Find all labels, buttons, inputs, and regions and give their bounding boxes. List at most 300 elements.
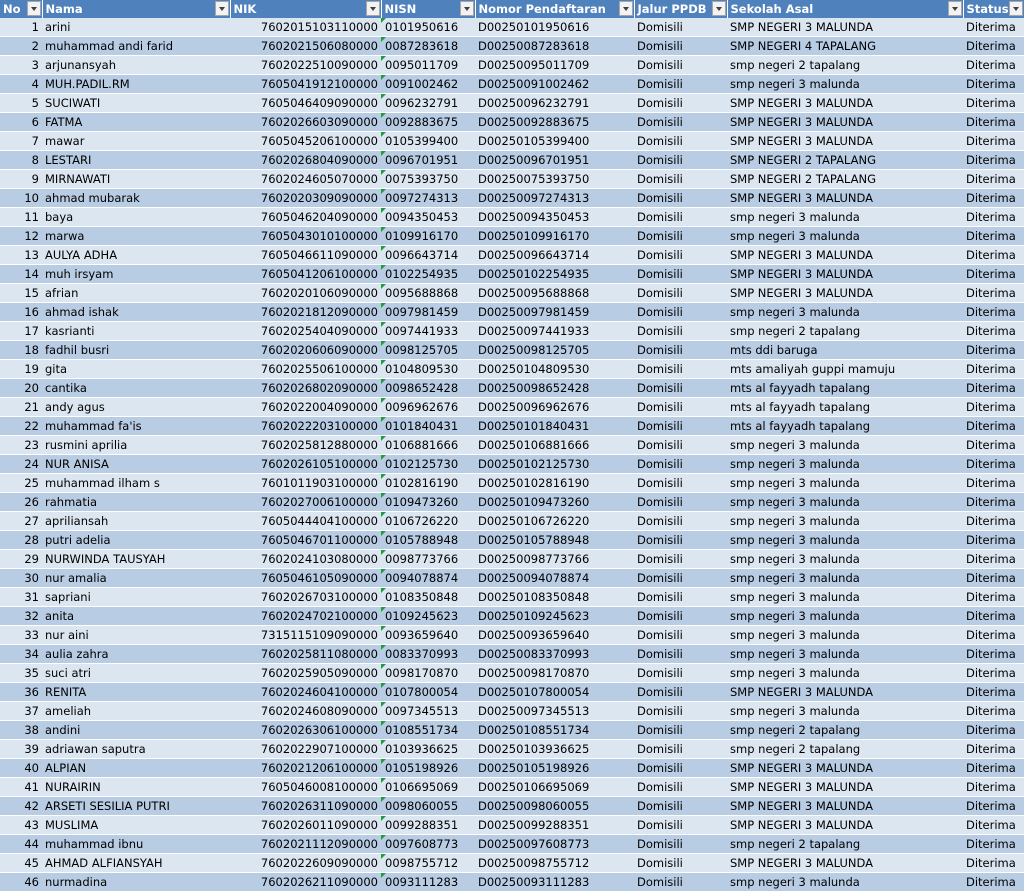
cell-nomor-pendaftaran[interactable]: D00250094350453 — [475, 208, 634, 227]
table-row[interactable] — [0, 170, 1024, 189]
cell-nomor-pendaftaran[interactable]: D00250108350848 — [475, 588, 634, 607]
cell-jalur-ppdb[interactable]: Domisili — [634, 626, 727, 645]
cell-jalur-ppdb[interactable]: Domisili — [634, 702, 727, 721]
filter-dropdown-icon[interactable] — [460, 1, 474, 16]
cell-status[interactable]: Diterima — [963, 398, 1024, 417]
cell-jalur-ppdb[interactable]: Domisili — [634, 835, 727, 854]
cell-nisn[interactable]: 0098652428 — [381, 379, 475, 398]
cell-nisn[interactable]: 0108350848 — [381, 588, 475, 607]
cell-jalur-ppdb[interactable]: Domisili — [634, 664, 727, 683]
table-row[interactable] — [0, 265, 1024, 284]
cell-nisn[interactable]: 0097608773 — [381, 835, 475, 854]
cell-nomor-pendaftaran[interactable]: D00250098125705 — [475, 341, 634, 360]
cell-sekolah-asal[interactable]: SMP NEGERI 2 TAPALANG — [727, 170, 963, 189]
cell-nama[interactable]: muh irsyam — [42, 265, 230, 284]
cell-nisn[interactable]: 0094350453 — [381, 208, 475, 227]
cell-status[interactable]: Diterima — [963, 37, 1024, 56]
cell-nik[interactable]: 7605046701100000 — [230, 531, 381, 550]
cell-jalur-ppdb[interactable]: Domisili — [634, 37, 727, 56]
cell-no[interactable]: 7 — [0, 132, 42, 151]
cell-nama[interactable]: LESTARI — [42, 151, 230, 170]
cell-sekolah-asal[interactable]: smp negeri 3 malunda — [727, 702, 963, 721]
cell-nisn[interactable]: 0102816190 — [381, 474, 475, 493]
cell-nomor-pendaftaran[interactable]: D00250103936625 — [475, 740, 634, 759]
cell-nik[interactable]: 7602021112090000 — [230, 835, 381, 854]
cell-jalur-ppdb[interactable]: Domisili — [634, 227, 727, 246]
cell-jalur-ppdb[interactable]: Domisili — [634, 379, 727, 398]
cell-nomor-pendaftaran[interactable]: D00250093111283 — [475, 873, 634, 892]
cell-sekolah-asal[interactable]: SMP NEGERI 2 TAPALANG — [727, 151, 963, 170]
cell-nama[interactable]: arjunansyah — [42, 56, 230, 75]
cell-nisn[interactable]: 0097274313 — [381, 189, 475, 208]
cell-sekolah-asal[interactable]: smp negeri 3 malunda — [727, 607, 963, 626]
table-row[interactable] — [0, 189, 1024, 208]
cell-nomor-pendaftaran[interactable]: D00250097981459 — [475, 303, 634, 322]
cell-nama[interactable]: aulia zahra — [42, 645, 230, 664]
table-row[interactable] — [0, 835, 1024, 854]
cell-jalur-ppdb[interactable]: Domisili — [634, 189, 727, 208]
cell-jalur-ppdb[interactable]: Domisili — [634, 322, 727, 341]
cell-status[interactable]: Diterima — [963, 246, 1024, 265]
cell-sekolah-asal[interactable]: smp negeri 2 tapalang — [727, 56, 963, 75]
cell-nama[interactable]: nurmadina — [42, 873, 230, 892]
cell-sekolah-asal[interactable]: SMP NEGERI 3 MALUNDA — [727, 816, 963, 835]
cell-no[interactable]: 45 — [0, 854, 42, 873]
cell-no[interactable]: 31 — [0, 588, 42, 607]
cell-nisn[interactable]: 0096962676 — [381, 398, 475, 417]
cell-nisn[interactable]: 0105198926 — [381, 759, 475, 778]
cell-jalur-ppdb[interactable]: Domisili — [634, 645, 727, 664]
cell-nisn[interactable]: 0094078874 — [381, 569, 475, 588]
cell-nisn[interactable]: 0101840431 — [381, 417, 475, 436]
table-row[interactable] — [0, 284, 1024, 303]
cell-nama[interactable]: muhammad fa'is — [42, 417, 230, 436]
cell-nama[interactable]: nur amalia — [42, 569, 230, 588]
cell-nama[interactable]: muhammad ibnu — [42, 835, 230, 854]
cell-nama[interactable]: baya — [42, 208, 230, 227]
cell-nik[interactable]: 7602025404090000 — [230, 322, 381, 341]
cell-no[interactable]: 34 — [0, 645, 42, 664]
cell-sekolah-asal[interactable]: smp negeri 3 malunda — [727, 436, 963, 455]
cell-jalur-ppdb[interactable]: Domisili — [634, 854, 727, 873]
cell-nik[interactable]: 7605044404100000 — [230, 512, 381, 531]
cell-nisn[interactable]: 0101950616 — [381, 18, 475, 37]
cell-status[interactable]: Diterima — [963, 94, 1024, 113]
cell-status[interactable]: Diterima — [963, 626, 1024, 645]
cell-nama[interactable]: NURAIRIN — [42, 778, 230, 797]
column-header-nomor-pendaftaran[interactable] — [475, 0, 634, 18]
cell-no[interactable]: 16 — [0, 303, 42, 322]
cell-no[interactable]: 37 — [0, 702, 42, 721]
cell-jalur-ppdb[interactable]: Domisili — [634, 208, 727, 227]
cell-nik[interactable]: 7605046105090000 — [230, 569, 381, 588]
cell-status[interactable]: Diterima — [963, 303, 1024, 322]
cell-nama[interactable]: RENITA — [42, 683, 230, 702]
cell-sekolah-asal[interactable]: mts al fayyadh tapalang — [727, 417, 963, 436]
cell-nik[interactable]: 7605043010100000 — [230, 227, 381, 246]
cell-nama[interactable]: ARSETI SESILIA PUTRI — [42, 797, 230, 816]
table-row[interactable] — [0, 664, 1024, 683]
cell-status[interactable]: Diterima — [963, 569, 1024, 588]
cell-sekolah-asal[interactable]: SMP NEGERI 3 MALUNDA — [727, 132, 963, 151]
table-row[interactable] — [0, 778, 1024, 797]
column-header-no[interactable] — [0, 0, 42, 18]
cell-nomor-pendaftaran[interactable]: D00250096643714 — [475, 246, 634, 265]
cell-nik[interactable]: 7605046204090000 — [230, 208, 381, 227]
cell-nama[interactable]: NUR ANISA — [42, 455, 230, 474]
cell-nama[interactable]: kasrianti — [42, 322, 230, 341]
cell-status[interactable]: Diterima — [963, 493, 1024, 512]
cell-nama[interactable]: mawar — [42, 132, 230, 151]
table-row[interactable] — [0, 702, 1024, 721]
cell-jalur-ppdb[interactable]: Domisili — [634, 170, 727, 189]
cell-nik[interactable]: 7605041206100000 — [230, 265, 381, 284]
cell-status[interactable]: Diterima — [963, 227, 1024, 246]
cell-nik[interactable]: 7602026105100000 — [230, 455, 381, 474]
cell-nik[interactable]: 7602026311090000 — [230, 797, 381, 816]
cell-sekolah-asal[interactable]: smp negeri 3 malunda — [727, 873, 963, 892]
column-header-nama[interactable] — [42, 0, 230, 18]
cell-nomor-pendaftaran[interactable]: D00250091002462 — [475, 75, 634, 94]
cell-nomor-pendaftaran[interactable]: D00250108551734 — [475, 721, 634, 740]
cell-nama[interactable]: andini — [42, 721, 230, 740]
cell-status[interactable]: Diterima — [963, 759, 1024, 778]
cell-sekolah-asal[interactable]: SMP NEGERI 3 MALUNDA — [727, 246, 963, 265]
table-row[interactable] — [0, 740, 1024, 759]
cell-jalur-ppdb[interactable]: Domisili — [634, 113, 727, 132]
cell-status[interactable]: Diterima — [963, 360, 1024, 379]
cell-nisn[interactable]: 0109245623 — [381, 607, 475, 626]
cell-jalur-ppdb[interactable]: Domisili — [634, 455, 727, 474]
cell-nik[interactable]: 7602024103080000 — [230, 550, 381, 569]
cell-jalur-ppdb[interactable]: Domisili — [634, 493, 727, 512]
cell-sekolah-asal[interactable]: smp negeri 3 malunda — [727, 550, 963, 569]
table-row[interactable] — [0, 645, 1024, 664]
cell-sekolah-asal[interactable]: SMP NEGERI 3 MALUNDA — [727, 854, 963, 873]
cell-jalur-ppdb[interactable]: Domisili — [634, 740, 727, 759]
cell-nomor-pendaftaran[interactable]: D00250093659640 — [475, 626, 634, 645]
cell-sekolah-asal[interactable]: SMP NEGERI 3 MALUNDA — [727, 189, 963, 208]
cell-nama[interactable]: anita — [42, 607, 230, 626]
cell-nisn[interactable]: 0105399400 — [381, 132, 475, 151]
cell-nisn[interactable]: 0096232791 — [381, 94, 475, 113]
cell-nisn[interactable]: 0091002462 — [381, 75, 475, 94]
cell-nisn[interactable]: 0097345513 — [381, 702, 475, 721]
cell-sekolah-asal[interactable]: SMP NEGERI 3 MALUNDA — [727, 113, 963, 132]
cell-nomor-pendaftaran[interactable]: D00250096701951 — [475, 151, 634, 170]
cell-status[interactable]: Diterima — [963, 284, 1024, 303]
cell-nik[interactable]: 7601011903100000 — [230, 474, 381, 493]
cell-nama[interactable]: AHMAD ALFIANSYAH — [42, 854, 230, 873]
cell-nama[interactable]: rahmatia — [42, 493, 230, 512]
table-row[interactable] — [0, 569, 1024, 588]
cell-no[interactable]: 28 — [0, 531, 42, 550]
cell-sekolah-asal[interactable]: smp negeri 3 malunda — [727, 227, 963, 246]
cell-status[interactable]: Diterima — [963, 550, 1024, 569]
cell-no[interactable]: 9 — [0, 170, 42, 189]
cell-status[interactable]: Diterima — [963, 151, 1024, 170]
cell-nomor-pendaftaran[interactable]: D00250101950616 — [475, 18, 634, 37]
cell-nama[interactable]: arini — [42, 18, 230, 37]
cell-sekolah-asal[interactable]: smp negeri 3 malunda — [727, 474, 963, 493]
cell-no[interactable]: 32 — [0, 607, 42, 626]
table-row[interactable] — [0, 246, 1024, 265]
cell-status[interactable]: Diterima — [963, 265, 1024, 284]
cell-sekolah-asal[interactable]: smp negeri 2 tapalang — [727, 322, 963, 341]
cell-no[interactable]: 30 — [0, 569, 42, 588]
cell-nik[interactable]: 7602026306100000 — [230, 721, 381, 740]
cell-jalur-ppdb[interactable]: Domisili — [634, 246, 727, 265]
table-row[interactable] — [0, 873, 1024, 892]
cell-no[interactable]: 1 — [0, 18, 42, 37]
table-row[interactable] — [0, 854, 1024, 873]
cell-nomor-pendaftaran[interactable]: D00250109473260 — [475, 493, 634, 512]
cell-nomor-pendaftaran[interactable]: D00250097274313 — [475, 189, 634, 208]
cell-status[interactable]: Diterima — [963, 531, 1024, 550]
cell-jalur-ppdb[interactable]: Domisili — [634, 778, 727, 797]
table-row[interactable] — [0, 683, 1024, 702]
cell-status[interactable]: Diterima — [963, 645, 1024, 664]
cell-no[interactable]: 40 — [0, 759, 42, 778]
filter-dropdown-icon[interactable] — [712, 1, 726, 16]
cell-no[interactable]: 11 — [0, 208, 42, 227]
cell-jalur-ppdb[interactable]: Domisili — [634, 18, 727, 37]
cell-nisn[interactable]: 0098170870 — [381, 664, 475, 683]
table-row[interactable] — [0, 303, 1024, 322]
table-row[interactable] — [0, 37, 1024, 56]
cell-nomor-pendaftaran[interactable]: D00250107800054 — [475, 683, 634, 702]
cell-no[interactable]: 21 — [0, 398, 42, 417]
cell-nik[interactable]: 7602024605070000 — [230, 170, 381, 189]
cell-status[interactable]: Diterima — [963, 683, 1024, 702]
table-row[interactable] — [0, 759, 1024, 778]
cell-no[interactable]: 29 — [0, 550, 42, 569]
cell-nomor-pendaftaran[interactable]: D00250105788948 — [475, 531, 634, 550]
cell-nik[interactable]: 7602021506080000 — [230, 37, 381, 56]
cell-nik[interactable]: 7602026211090000 — [230, 873, 381, 892]
cell-nama[interactable]: AULYA ADHA — [42, 246, 230, 265]
cell-nama[interactable]: ahmad ishak — [42, 303, 230, 322]
cell-nama[interactable]: MUSLIMA — [42, 816, 230, 835]
cell-no[interactable]: 6 — [0, 113, 42, 132]
cell-status[interactable]: Diterima — [963, 132, 1024, 151]
cell-nama[interactable]: marwa — [42, 227, 230, 246]
cell-nik[interactable]: 7602027006100000 — [230, 493, 381, 512]
table-row[interactable] — [0, 75, 1024, 94]
cell-no[interactable]: 15 — [0, 284, 42, 303]
cell-nik[interactable]: 7602026802090000 — [230, 379, 381, 398]
cell-jalur-ppdb[interactable]: Domisili — [634, 132, 727, 151]
cell-nik[interactable]: 7605046409090000 — [230, 94, 381, 113]
table-row[interactable] — [0, 227, 1024, 246]
cell-status[interactable]: Diterima — [963, 702, 1024, 721]
cell-no[interactable]: 42 — [0, 797, 42, 816]
cell-nisn[interactable]: 0099288351 — [381, 816, 475, 835]
cell-nomor-pendaftaran[interactable]: D00250109245623 — [475, 607, 634, 626]
cell-nisn[interactable]: 0083370993 — [381, 645, 475, 664]
column-header-nik[interactable] — [230, 0, 381, 18]
cell-status[interactable]: Diterima — [963, 75, 1024, 94]
cell-no[interactable]: 17 — [0, 322, 42, 341]
column-header-sekolah-asal[interactable] — [727, 0, 963, 18]
cell-nisn[interactable]: 0103936625 — [381, 740, 475, 759]
cell-jalur-ppdb[interactable]: Domisili — [634, 816, 727, 835]
cell-nik[interactable]: 7602026804090000 — [230, 151, 381, 170]
cell-no[interactable]: 44 — [0, 835, 42, 854]
cell-nama[interactable]: cantika — [42, 379, 230, 398]
cell-nisn[interactable]: 0097981459 — [381, 303, 475, 322]
cell-jalur-ppdb[interactable]: Domisili — [634, 873, 727, 892]
table-row[interactable] — [0, 588, 1024, 607]
cell-sekolah-asal[interactable]: smp negeri 2 tapalang — [727, 721, 963, 740]
table-row[interactable] — [0, 94, 1024, 113]
cell-nama[interactable]: afrian — [42, 284, 230, 303]
cell-nik[interactable]: 7602024702100000 — [230, 607, 381, 626]
cell-no[interactable]: 2 — [0, 37, 42, 56]
cell-status[interactable]: Diterima — [963, 721, 1024, 740]
cell-nama[interactable]: SUCIWATI — [42, 94, 230, 113]
column-header-jalur-ppdb[interactable] — [634, 0, 727, 18]
cell-no[interactable]: 19 — [0, 360, 42, 379]
cell-status[interactable]: Diterima — [963, 436, 1024, 455]
cell-nisn[interactable]: 0075393750 — [381, 170, 475, 189]
cell-nisn[interactable]: 0102254935 — [381, 265, 475, 284]
cell-nomor-pendaftaran[interactable]: D00250099288351 — [475, 816, 634, 835]
table-row[interactable] — [0, 322, 1024, 341]
cell-nama[interactable]: putri adelia — [42, 531, 230, 550]
filter-dropdown-icon[interactable] — [215, 1, 229, 16]
cell-nomor-pendaftaran[interactable]: D00250096962676 — [475, 398, 634, 417]
cell-nik[interactable]: 7602021206100000 — [230, 759, 381, 778]
cell-sekolah-asal[interactable]: smp negeri 3 malunda — [727, 493, 963, 512]
cell-jalur-ppdb[interactable]: Domisili — [634, 56, 727, 75]
cell-no[interactable]: 20 — [0, 379, 42, 398]
cell-nik[interactable]: 7602025812880000 — [230, 436, 381, 455]
cell-nama[interactable]: adriawan saputra — [42, 740, 230, 759]
cell-sekolah-asal[interactable]: smp negeri 3 malunda — [727, 588, 963, 607]
cell-nik[interactable]: 7602020309090000 — [230, 189, 381, 208]
cell-nisn[interactable]: 0107800054 — [381, 683, 475, 702]
cell-nisn[interactable]: 0108551734 — [381, 721, 475, 740]
cell-status[interactable]: Diterima — [963, 379, 1024, 398]
cell-nama[interactable]: muhammad andi farid — [42, 37, 230, 56]
cell-nik[interactable]: 7602022203100000 — [230, 417, 381, 436]
cell-nik[interactable]: 7602022609090000 — [230, 854, 381, 873]
cell-nomor-pendaftaran[interactable]: D00250097608773 — [475, 835, 634, 854]
cell-nama[interactable]: ameliah — [42, 702, 230, 721]
cell-nama[interactable]: sapriani — [42, 588, 230, 607]
cell-nama[interactable]: gita — [42, 360, 230, 379]
cell-status[interactable]: Diterima — [963, 113, 1024, 132]
cell-sekolah-asal[interactable]: SMP NEGERI 3 MALUNDA — [727, 683, 963, 702]
cell-nama[interactable]: MIRNAWATI — [42, 170, 230, 189]
cell-sekolah-asal[interactable]: smp negeri 3 malunda — [727, 531, 963, 550]
cell-nomor-pendaftaran[interactable]: D00250096232791 — [475, 94, 634, 113]
cell-no[interactable]: 41 — [0, 778, 42, 797]
cell-nomor-pendaftaran[interactable]: D00250101840431 — [475, 417, 634, 436]
cell-nomor-pendaftaran[interactable]: D00250095011709 — [475, 56, 634, 75]
cell-sekolah-asal[interactable]: smp negeri 3 malunda — [727, 645, 963, 664]
cell-sekolah-asal[interactable]: smp negeri 3 malunda — [727, 303, 963, 322]
cell-no[interactable]: 43 — [0, 816, 42, 835]
cell-nama[interactable]: FATMA — [42, 113, 230, 132]
cell-no[interactable]: 3 — [0, 56, 42, 75]
cell-nomor-pendaftaran[interactable]: D00250095688868 — [475, 284, 634, 303]
cell-jalur-ppdb[interactable]: Domisili — [634, 398, 727, 417]
filter-dropdown-icon[interactable] — [1009, 1, 1023, 16]
cell-nomor-pendaftaran[interactable]: D00250102816190 — [475, 474, 634, 493]
cell-jalur-ppdb[interactable]: Domisili — [634, 588, 727, 607]
cell-nik[interactable]: 7602024604100000 — [230, 683, 381, 702]
cell-nik[interactable]: 7602022004090000 — [230, 398, 381, 417]
cell-nisn[interactable]: 0098755712 — [381, 854, 475, 873]
cell-status[interactable]: Diterima — [963, 170, 1024, 189]
filter-dropdown-icon[interactable] — [27, 1, 41, 16]
cell-jalur-ppdb[interactable]: Domisili — [634, 569, 727, 588]
cell-nisn[interactable]: 0093111283 — [381, 873, 475, 892]
cell-nisn[interactable]: 0098125705 — [381, 341, 475, 360]
cell-nomor-pendaftaran[interactable]: D00250092883675 — [475, 113, 634, 132]
cell-nik[interactable]: 7605045206100000 — [230, 132, 381, 151]
table-row[interactable] — [0, 721, 1024, 740]
cell-nama[interactable]: andy agus — [42, 398, 230, 417]
cell-jalur-ppdb[interactable]: Domisili — [634, 151, 727, 170]
table-row[interactable] — [0, 208, 1024, 227]
cell-nama[interactable]: ALPIAN — [42, 759, 230, 778]
cell-jalur-ppdb[interactable]: Domisili — [634, 474, 727, 493]
cell-nama[interactable]: NURWINDA TAUSYAH — [42, 550, 230, 569]
cell-nama[interactable]: muhammad ilham s — [42, 474, 230, 493]
cell-status[interactable]: Diterima — [963, 512, 1024, 531]
cell-jalur-ppdb[interactable]: Domisili — [634, 512, 727, 531]
cell-nomor-pendaftaran[interactable]: D00250098170870 — [475, 664, 634, 683]
cell-no[interactable]: 38 — [0, 721, 42, 740]
cell-status[interactable]: Diterima — [963, 873, 1024, 892]
cell-nisn[interactable]: 0096701951 — [381, 151, 475, 170]
cell-nomor-pendaftaran[interactable]: D00250097441933 — [475, 322, 634, 341]
cell-nomor-pendaftaran[interactable]: D00250106726220 — [475, 512, 634, 531]
cell-status[interactable]: Diterima — [963, 778, 1024, 797]
cell-sekolah-asal[interactable]: smp negeri 3 malunda — [727, 455, 963, 474]
cell-nisn[interactable]: 0092883675 — [381, 113, 475, 132]
cell-nomor-pendaftaran[interactable]: D00250106695069 — [475, 778, 634, 797]
cell-no[interactable]: 46 — [0, 873, 42, 892]
cell-status[interactable]: Diterima — [963, 664, 1024, 683]
table-row[interactable] — [0, 151, 1024, 170]
cell-no[interactable]: 23 — [0, 436, 42, 455]
cell-nisn[interactable]: 0109473260 — [381, 493, 475, 512]
cell-nomor-pendaftaran[interactable]: D00250083370993 — [475, 645, 634, 664]
cell-nomor-pendaftaran[interactable]: D00250087283618 — [475, 37, 634, 56]
filter-dropdown-icon[interactable] — [366, 1, 380, 16]
cell-sekolah-asal[interactable]: smp negeri 3 malunda — [727, 626, 963, 645]
cell-sekolah-asal[interactable]: SMP NEGERI 3 MALUNDA — [727, 759, 963, 778]
cell-sekolah-asal[interactable]: SMP NEGERI 3 MALUNDA — [727, 94, 963, 113]
cell-status[interactable]: Diterima — [963, 189, 1024, 208]
cell-no[interactable]: 13 — [0, 246, 42, 265]
cell-nisn[interactable]: 0093659640 — [381, 626, 475, 645]
cell-jalur-ppdb[interactable]: Domisili — [634, 417, 727, 436]
cell-jalur-ppdb[interactable]: Domisili — [634, 797, 727, 816]
cell-nama[interactable]: rusmini aprilia — [42, 436, 230, 455]
cell-status[interactable]: Diterima — [963, 56, 1024, 75]
cell-jalur-ppdb[interactable]: Domisili — [634, 303, 727, 322]
cell-nik[interactable]: 7605041912100000 — [230, 75, 381, 94]
cell-nik[interactable]: 7602025811080000 — [230, 645, 381, 664]
table-row[interactable] — [0, 379, 1024, 398]
cell-status[interactable]: Diterima — [963, 816, 1024, 835]
cell-sekolah-asal[interactable]: SMP NEGERI 3 MALUNDA — [727, 778, 963, 797]
